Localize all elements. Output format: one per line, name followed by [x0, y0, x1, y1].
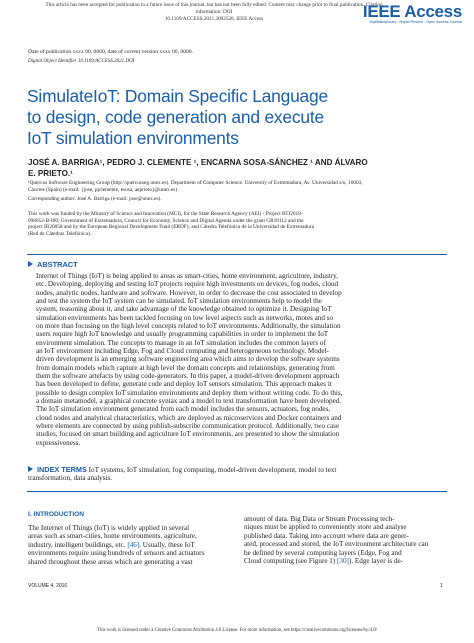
abstract-heading-text: ABSTRACT [37, 260, 78, 269]
author-line: E. PRIETO.¹ [28, 168, 73, 178]
title-line: IoT simulation environments [27, 128, 239, 148]
intro-line: be defined by several computing layers (Edge, Fog and [244, 548, 402, 557]
abstract-line: etc. Developing, deploying and testing IoT projects require high investments on devices, fog nodes, cloud [36, 280, 339, 289]
notice-line: 10.1109/ACCESS.2021.3092528, IEEE Access [164, 16, 264, 22]
funding-line: (Red de Cátedras Telefónica). [28, 230, 92, 237]
abstract-line: has been developed to define, generate code and deploy IoT sensors simulation. This approach makes it [36, 380, 332, 389]
abstract-heading [28, 260, 78, 269]
intro-line: amount of data. Big Data or Stream Processing tech- [244, 515, 395, 523]
author-line: JOSÉ A. BARRIGA¹, PEDRO J. CLEMENTE ¹, ENCARNA SOSA-SÁNCHEZ ¹ AND ÁLVARO [28, 158, 368, 167]
abstract-line: nodes, analytic nodes, hardware and software. However, in order to decrease the cost associated to develop [36, 288, 342, 297]
funding-line: project IB20058 and by the European Regional Development Fund (ERDF); and Cátedra Telefónica de la Universidad de Extremadura [28, 224, 314, 231]
journal-header [0, 0, 474, 24]
intro-line: ated, processed and stored, the IoT environment architecture can [244, 540, 429, 549]
abstract-line: possible to design complex IoT simulation environments and deploy them without writing code. To do this, [36, 388, 343, 397]
intro-line: Cloud computing (see Figure 1) [30]). Edge layer is de- [244, 557, 404, 566]
intro-line: areas such as smart-cities, home environments, agriculture, [28, 532, 197, 541]
intro-line: niques must be applied to conveniently store and analyse [244, 523, 407, 532]
abstract-line: where elements are connected by using publish-subscribe communication protocol. Additionally, two case [36, 421, 340, 430]
abstract-line: an IoT environment including Edge, Fog and Cloud computing and heterogeneous technology. Model- [36, 346, 329, 355]
abstract-line: studies, focused on smart building and agriculture IoT environments, are presented to show the simulation [36, 430, 340, 439]
abstract-line: users require high IoT knowledge and usually programming capabilities in order to implement the IoT [36, 330, 329, 339]
title-line: to design, code generation and execute [27, 107, 324, 127]
abstract-line: Internet of Things (IoT) is being applied to areas as smart-cities, home environment, agriculture, industry, [36, 272, 339, 280]
publication-date: Date of publication xxxx 00, 0000, date of current version xxxx 00, 0000. [28, 49, 193, 55]
intro-line: shared throughout these areas which are generating a vast [28, 557, 193, 566]
index-terms [28, 466, 448, 483]
title-line: SimulateIoT: Domain Specific Language [27, 86, 328, 106]
introduction-heading: I. INTRODUCTION [28, 511, 85, 518]
affiliation-line: Cáceres (Spain) (e-mail: {jose, pjclemente, esosa, aeprieto}@unex.es) [28, 186, 178, 193]
index-terms-text: IoT systems, IoT simulation, fog computing, model-driven development, model to text [88, 466, 337, 474]
intro-line: industry, intelligent buildings, etc. [46]. Usually, these IoT [28, 540, 195, 549]
intro-line: published data. Taking into account where data are gener- [244, 531, 409, 540]
index-terms-label: INDEX TERMS [37, 465, 87, 474]
affiliation-line: ¹Quercus Software Engineering Group (http://quercusseg.unex.es). Department of Computer Science. University of Extremadura, Av. Universidad s/n, 10003, [28, 180, 363, 186]
abstract-body [36, 272, 450, 447]
ieee-access-logo [363, 4, 462, 25]
section-rule [27, 491, 447, 492]
intro-left-column [28, 524, 228, 566]
logo-tagline: Multidisciplinary : Rapid Review : Open Access Journal [369, 20, 462, 24]
author-list [28, 158, 448, 179]
affiliation [28, 180, 448, 193]
abstract-line: system, reasoning about it, and take advantage of the knowledge obtained to optimize it. Designing IoT [36, 305, 332, 314]
abstract-line: simulation environments has been tackled focusing on low level aspects such as networks, motes and so [36, 313, 334, 322]
paper-title [27, 86, 452, 149]
abstract-line: environment simulation. The concepts to manage in an IoT simulation includes the common layers of [36, 338, 326, 347]
publication-notice [44, 2, 384, 23]
intro-line: The Internet of Things (IoT) is widely applied in several [28, 524, 190, 532]
corresponding-author: Corresponding author: José A. Barriga (e-mail: jose@unex.es). [28, 196, 162, 202]
license-notice: This work is licensed under a Creative Commons Attribution 4.0 License. For more information, see https://creativecommons.org/licenses/by/4.0/ [97, 628, 377, 633]
funding-statement [28, 211, 448, 237]
triangle-bullet-icon [28, 261, 33, 267]
intro-right-column [244, 515, 446, 565]
funding-line: This work was funded by the Ministry of Science and Innovation (MCI), for the State Research Agency (AEI) - Project RTI2018- [28, 211, 303, 217]
funding-line: 098652-B-I00; Government of Extremadura, Council for Economy, Science and Digital Agenda under the grant GR18112 and the [28, 217, 304, 224]
abstract-line: a domain metamodel, a graphical concrete syntax and a model to text transformation have been developed. [36, 396, 342, 405]
index-terms-text: transformation, data analysis. [28, 474, 113, 483]
abstract-line: cloud nodes and analytical characteristics, which are deployed as microservices and Docker containers and [36, 413, 342, 422]
logo-text: IEEE Access [362, 2, 462, 21]
abstract-line: The IoT simulation environment generated from each model includes the sensors, actuators, fog nodes, [36, 405, 331, 414]
triangle-bullet-icon [28, 466, 33, 472]
doi-line: Digital Object Identifier 10.1109/ACCESS.2021.DOI [28, 59, 135, 64]
abstract-line: from domain models which capture at high level the domain concepts and relationships, generating from [36, 363, 335, 372]
abstract-line: on more than focusing on the high level concepts related to IoT environments. Additionally, the simulation [36, 321, 341, 330]
abstract-line: and test the system the IoT system can be simulated. IoT simulation environments help to model the [36, 296, 322, 305]
abstract-line: driven development is an emerging software engineering area which aims to develop the software systems [36, 355, 340, 364]
notice-line: This article has been accepted for publication in a future issue of this journal, but has not been fully edited. Content may change prior to final publication. Citation information: DOI [45, 2, 383, 15]
page-number: 1 [440, 583, 443, 589]
section-rule [27, 254, 447, 255]
citation-link[interactable]: [46] [127, 540, 140, 549]
intro-line: environments require using hundreds of sensors and actuators [28, 549, 205, 558]
abstract-line: expressiveness. [36, 438, 81, 447]
abstract-line: them the software artefacts by using code-generators. In this paper, a model-driven development approach [36, 371, 340, 380]
volume-label: VOLUME 4, 2016 [28, 583, 68, 589]
citation-link[interactable]: [30] [337, 557, 349, 566]
